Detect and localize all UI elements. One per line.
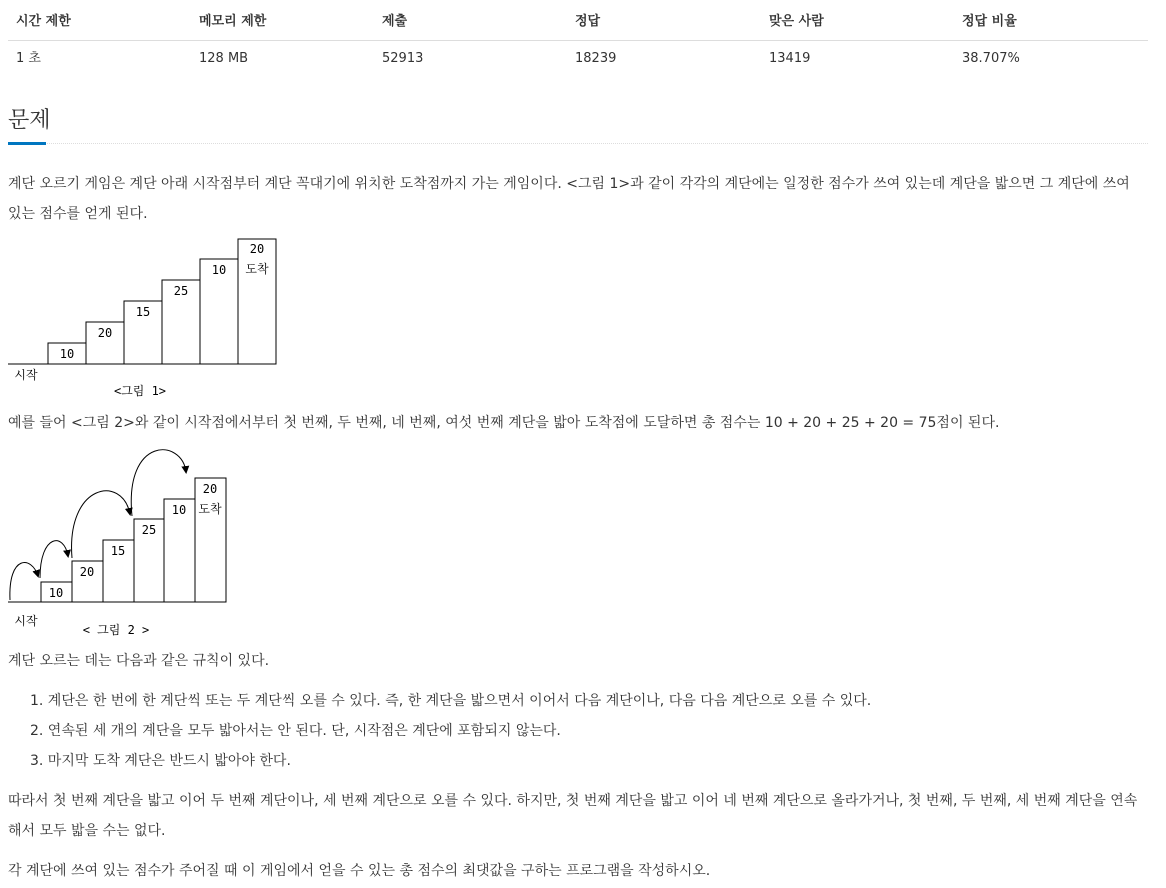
fig2-jump-arrow-1 (10, 563, 38, 600)
fig2-score-3: 15 (110, 544, 126, 558)
stats-value-row (8, 41, 1148, 81)
fig1-score-4: 25 (173, 284, 189, 298)
task-statement: 각 계단에 쓰여 있는 점수가 주어질 때 이 게임에서 얻을 수 있는 총 점수의 최댓값을 구하는 프로그램을 작성하시오. (8, 863, 711, 879)
value-memory-limit: 128 MB (199, 51, 249, 66)
value-time-limit: 1 초 (16, 51, 41, 66)
figure-2-staircase (6, 444, 230, 644)
intro-line-1: 계단 오르기 게임은 계단 아래 시작점부터 계단 꼭대기에 위치한 도착점까지 가는 게임이다. <그림 1>과 같이 각각의 계단에는 일정한 점수가 쓰여 있는데 계단을 밟으면 그 계단에 쓰여 (8, 176, 1130, 192)
fig1-end-label: 도착 (245, 262, 269, 276)
heading-divider (8, 143, 1148, 144)
value-accepted: 18239 (575, 51, 617, 66)
problem-heading: 문제 (8, 108, 51, 133)
fig2-end-label: 도착 (198, 502, 222, 516)
value-submissions: 52913 (382, 51, 424, 66)
fig2-start-label: 시작 (14, 614, 38, 628)
stats-header-row (8, 0, 1148, 41)
fig2-score-4: 25 (141, 523, 157, 537)
example-text: 예를 들어 <그림 2>와 같이 시작점에서부터 첫 번째, 두 번째, 네 번째, 여섯 번째 계단을 밟아 도착점에 도달하면 총 점수는 10 + 20 + 25 + 20 = 75점이 된다. (8, 415, 1000, 431)
fig1-score-1: 10 (59, 347, 75, 361)
fig2-score-5: 10 (171, 503, 187, 517)
fig2-score-2: 20 (79, 565, 95, 579)
therefore-line-2: 해서 모두 밟을 수는 없다. (8, 823, 166, 839)
fig2-caption: < 그림 2 > (82, 623, 150, 637)
header-accepted: 정답 (575, 14, 601, 29)
fig1-caption: <그림 1> (113, 384, 167, 398)
rule-item: 2. 연속된 세 개의 계단을 모두 밟아서는 안 된다. 단, 시작점은 계단에 포함되지 않는다. (30, 723, 561, 739)
value-solvers: 13419 (769, 51, 811, 66)
fig2-step-6 (195, 478, 226, 602)
fig1-start-label: 시작 (14, 368, 38, 382)
intro-line-2: 있는 점수를 얻게 된다. (8, 206, 148, 222)
therefore-line-1: 따라서 첫 번째 계단을 밟고 이어 두 번째 계단이나, 세 번째 계단으로 오를 수 있다. 하지만, 첫 번째 계단을 밟고 이어 네 번째 계단으로 올라가거나, 첫 번째, 두 번째, 세 번째 계단을 연속 (8, 793, 1138, 809)
rule-item: 3. 마지막 도착 계단은 반드시 밟아야 한다. (30, 753, 291, 769)
rule-item: 1. 계단은 한 번에 한 계단씩 또는 두 계단씩 오를 수 있다. 즉, 한 계단을 밟으면서 이어서 다음 계단이나, 다음 다음 계단으로 오를 수 있다. (30, 693, 872, 709)
header-memory-limit: 메모리 제한 (199, 14, 267, 29)
rules-list (30, 686, 1150, 776)
header-accept-ratio: 정답 비율 (962, 14, 1017, 29)
header-submissions: 제출 (382, 14, 408, 29)
fig2-jump-arrow-2 (40, 541, 68, 578)
fig1-score-6: 20 (249, 242, 265, 256)
fig1-score-3: 15 (135, 305, 151, 319)
figure-1-staircase (8, 236, 280, 402)
header-solvers: 맞은 사람 (769, 14, 824, 29)
fig1-score-2: 20 (97, 326, 113, 340)
heading-accent-bar (8, 142, 46, 145)
fig1-score-5: 10 (211, 263, 227, 277)
fig2-score-1: 10 (48, 586, 64, 600)
problem-stats-table (8, 0, 1148, 81)
fig2-score-6: 20 (202, 482, 218, 496)
rules-intro: 계단 오르는 데는 다음과 같은 규칙이 있다. (8, 653, 270, 669)
fig1-step-6 (238, 239, 276, 364)
value-accept-ratio: 38.707% (962, 51, 1020, 66)
header-time-limit: 시간 제한 (16, 14, 71, 29)
